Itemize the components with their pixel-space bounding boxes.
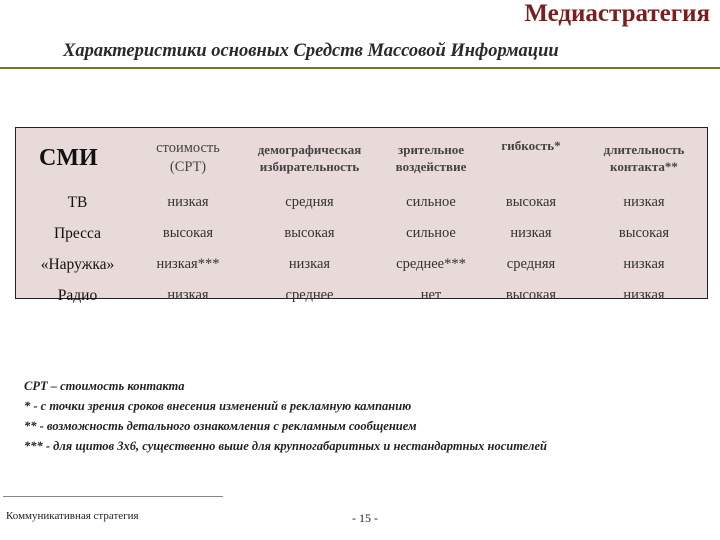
table-cell: нет bbox=[420, 287, 442, 303]
footnote: CPT – стоимость контакта bbox=[24, 379, 185, 393]
table-cell: низкая bbox=[623, 287, 665, 303]
footnote: ** - возможность детального ознакомления с рекламным сообщением bbox=[24, 419, 417, 433]
table-cell: сильное bbox=[406, 194, 456, 210]
row-header: ТВ bbox=[67, 193, 88, 211]
table-cell: средняя bbox=[285, 194, 334, 210]
column-header-contact-duration bbox=[581, 129, 707, 187]
table-cell: высокая bbox=[505, 287, 557, 303]
column-header-demographic bbox=[238, 129, 381, 187]
table-cell: среднее bbox=[285, 287, 334, 303]
column-header-flexibility bbox=[481, 129, 581, 187]
table-cell: низкая bbox=[623, 194, 665, 210]
page-subtitle: Характеристики основных Средств Массовой Информации bbox=[63, 41, 559, 61]
column-header-line: демографическая bbox=[257, 142, 362, 157]
footnote: *** - для щитов 3х6, существенно выше для крупногабаритных и нестандартных носителей bbox=[24, 439, 547, 453]
table-cell: высокая bbox=[284, 225, 335, 241]
table-cell: низкая bbox=[167, 194, 209, 210]
column-header-visual-impact bbox=[381, 129, 481, 187]
table-cell: высокая bbox=[505, 194, 557, 210]
table-cell: низкая bbox=[167, 287, 209, 303]
corner-header: СМИ bbox=[39, 144, 98, 171]
table-cell: низкая*** bbox=[156, 256, 220, 272]
table-row bbox=[17, 187, 707, 218]
column-header-line: воздействие bbox=[395, 159, 467, 174]
table-cell: низкая bbox=[510, 225, 552, 241]
table-cell: низкая bbox=[288, 256, 331, 272]
row-header: Пресса bbox=[53, 224, 102, 242]
table-row bbox=[17, 280, 707, 311]
footer-label: Коммуникативная стратегия bbox=[6, 510, 139, 522]
footer-divider bbox=[3, 496, 223, 497]
table-cell: высокая bbox=[162, 225, 214, 241]
table-row bbox=[17, 249, 707, 280]
table-cell: высокая bbox=[618, 225, 670, 241]
column-header-line: (CPT) bbox=[169, 159, 207, 175]
row-header: «Наружка» bbox=[40, 255, 115, 273]
column-header-cost bbox=[138, 129, 238, 187]
header-divider bbox=[0, 67, 720, 69]
column-header-line: контакта** bbox=[610, 159, 678, 174]
table-cell: сильное bbox=[406, 225, 456, 241]
row-header: Радио bbox=[57, 286, 98, 304]
page-title: Медиастратегия bbox=[524, 0, 710, 27]
footnotes bbox=[24, 376, 547, 456]
header-row bbox=[17, 129, 707, 187]
table-cell: средняя bbox=[506, 256, 556, 272]
table-cell: низкая bbox=[623, 256, 665, 272]
column-header-line: длительность bbox=[603, 142, 685, 157]
table-cell: среднее*** bbox=[396, 256, 466, 272]
column-header-line: стоимость bbox=[156, 140, 220, 156]
column-header-line: зрительное bbox=[397, 142, 465, 157]
column-header-line: гибкость* bbox=[501, 138, 561, 153]
media-characteristics-table bbox=[17, 129, 707, 311]
footnote: * - с точки зрения сроков внесения изменений в рекламную кампанию bbox=[24, 399, 412, 413]
table-row bbox=[17, 218, 707, 249]
page-number: - 15 - bbox=[352, 511, 378, 525]
column-header-line: избирательность bbox=[259, 159, 360, 174]
